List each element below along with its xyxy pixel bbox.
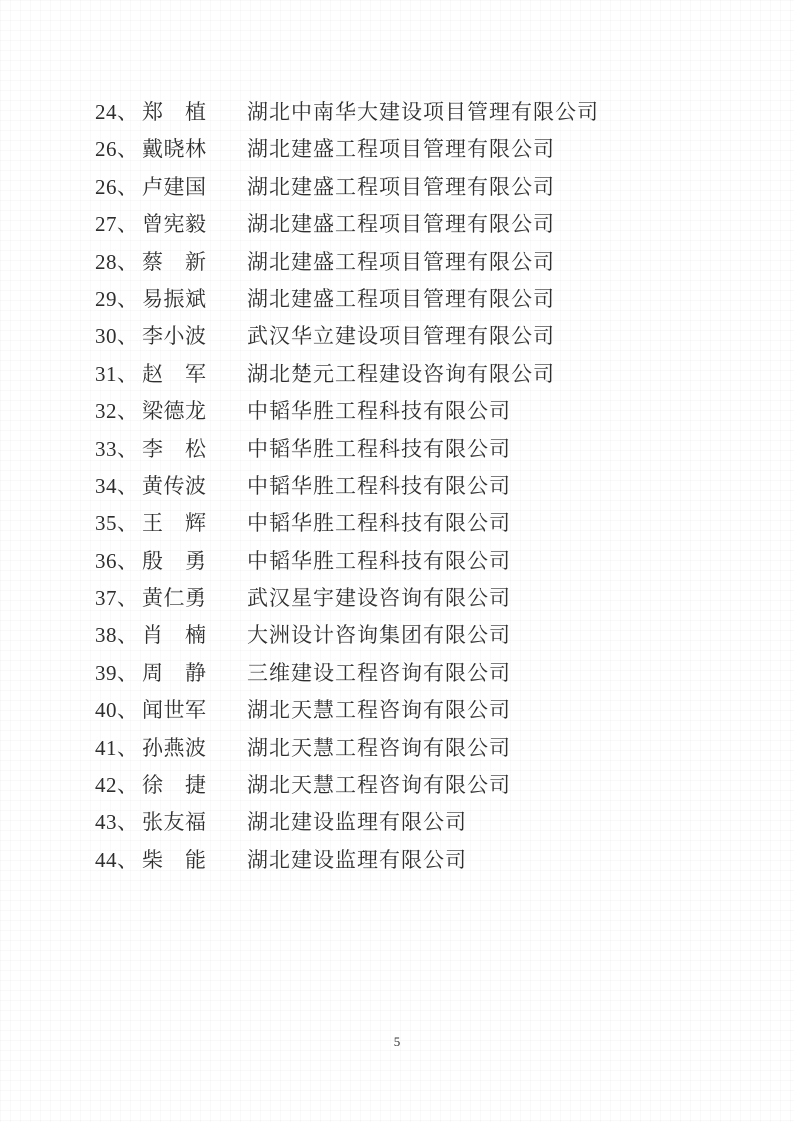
company-name: 湖北建盛工程项目管理有限公司: [247, 174, 555, 199]
company-name: 中韬华胜工程科技有限公司: [247, 511, 511, 536]
person-name: 易振斌: [142, 286, 207, 311]
item-number: 29、: [95, 286, 139, 311]
list-item: [95, 842, 794, 879]
list-item: [95, 244, 794, 281]
item-number: 37、: [95, 586, 139, 611]
item-number: 35、: [95, 511, 139, 536]
company-name: 湖北建设监理有限公司: [247, 847, 467, 872]
company-name: 湖北建盛工程项目管理有限公司: [247, 212, 555, 237]
item-number: 31、: [95, 361, 139, 386]
list-item: [95, 281, 794, 318]
item-number: 27、: [95, 212, 139, 237]
person-name: 殷 勇: [142, 548, 207, 573]
list-item: [95, 169, 794, 206]
person-name: 戴晓林: [142, 137, 207, 162]
list-item: [95, 543, 794, 580]
company-name: 湖北建设监理有限公司: [247, 810, 467, 835]
item-number: 41、: [95, 735, 139, 760]
person-name: 肖 楠: [142, 623, 207, 648]
list-item: [95, 505, 794, 542]
company-name: 中韬华胜工程科技有限公司: [247, 436, 511, 461]
person-name: 李 松: [142, 436, 207, 461]
item-number: 26、: [95, 174, 139, 199]
person-name: 黄传波: [142, 473, 207, 498]
list-item: [95, 692, 794, 729]
page-number: 5: [393, 1034, 401, 1049]
item-number: 33、: [95, 436, 139, 461]
company-name: 湖北天慧工程咨询有限公司: [247, 735, 511, 760]
company-name: 武汉星宇建设咨询有限公司: [247, 586, 511, 611]
list-item: [95, 431, 794, 468]
company-name: 湖北中南华大建设项目管理有限公司: [247, 100, 599, 124]
list-item: [95, 617, 794, 654]
person-name: 蔡 新: [142, 249, 207, 274]
person-name: 周 静: [142, 660, 207, 685]
list-item: [95, 131, 794, 168]
person-name: 黄仁勇: [142, 586, 207, 611]
item-number: 26、: [95, 137, 139, 162]
company-name: 中韬华胜工程科技有限公司: [247, 399, 511, 424]
item-number: 43、: [95, 810, 139, 835]
item-number: 38、: [95, 623, 139, 648]
list-item: [95, 206, 794, 243]
item-number: 42、: [95, 773, 139, 798]
attendee-list: [0, 94, 794, 879]
person-name: 王 辉: [142, 511, 207, 536]
list-item: [95, 580, 794, 617]
company-name: 湖北天慧工程咨询有限公司: [247, 773, 511, 798]
list-item: [95, 767, 794, 804]
company-name: 湖北建盛工程项目管理有限公司: [247, 249, 555, 274]
company-name: 武汉华立建设项目管理有限公司: [247, 324, 555, 349]
company-name: 中韬华胜工程科技有限公司: [247, 473, 511, 498]
list-item: [95, 94, 794, 131]
item-number: 34、: [95, 473, 139, 498]
company-name: 湖北楚元工程建设咨询有限公司: [247, 361, 555, 386]
item-number: 40、: [95, 698, 139, 723]
company-name: 湖北建盛工程项目管理有限公司: [247, 137, 555, 162]
list-item: [95, 318, 794, 355]
person-name: 徐 捷: [142, 773, 207, 798]
person-name: 柴 能: [142, 847, 207, 872]
company-name: 湖北建盛工程项目管理有限公司: [247, 286, 555, 311]
item-number: 44、: [95, 847, 139, 872]
person-name: 梁德龙: [142, 399, 207, 424]
company-name: 湖北天慧工程咨询有限公司: [247, 698, 511, 723]
person-name: 张友福: [142, 810, 207, 835]
person-name: 闻世军: [142, 698, 207, 723]
list-item: [95, 730, 794, 767]
person-name: 李小波: [142, 324, 207, 349]
company-name: 大洲设计咨询集团有限公司: [247, 623, 511, 648]
item-number: 32、: [95, 399, 139, 424]
person-name: 孙燕波: [142, 735, 207, 760]
company-name: 中韬华胜工程科技有限公司: [247, 548, 511, 573]
company-name: 三维建设工程咨询有限公司: [247, 660, 511, 685]
list-item: [95, 356, 794, 393]
item-number: 39、: [95, 660, 139, 685]
person-name: 曾宪毅: [142, 212, 207, 237]
item-number: 30、: [95, 324, 139, 349]
item-number: 24、: [95, 100, 139, 124]
list-item: [95, 468, 794, 505]
person-name: 赵 军: [142, 361, 207, 386]
list-item: [95, 393, 794, 430]
person-name: 郑 植: [142, 100, 207, 124]
item-number: 36、: [95, 548, 139, 573]
list-item: [95, 655, 794, 692]
person-name: 卢建国: [142, 174, 207, 199]
item-number: 28、: [95, 249, 139, 274]
list-item: [95, 804, 794, 841]
